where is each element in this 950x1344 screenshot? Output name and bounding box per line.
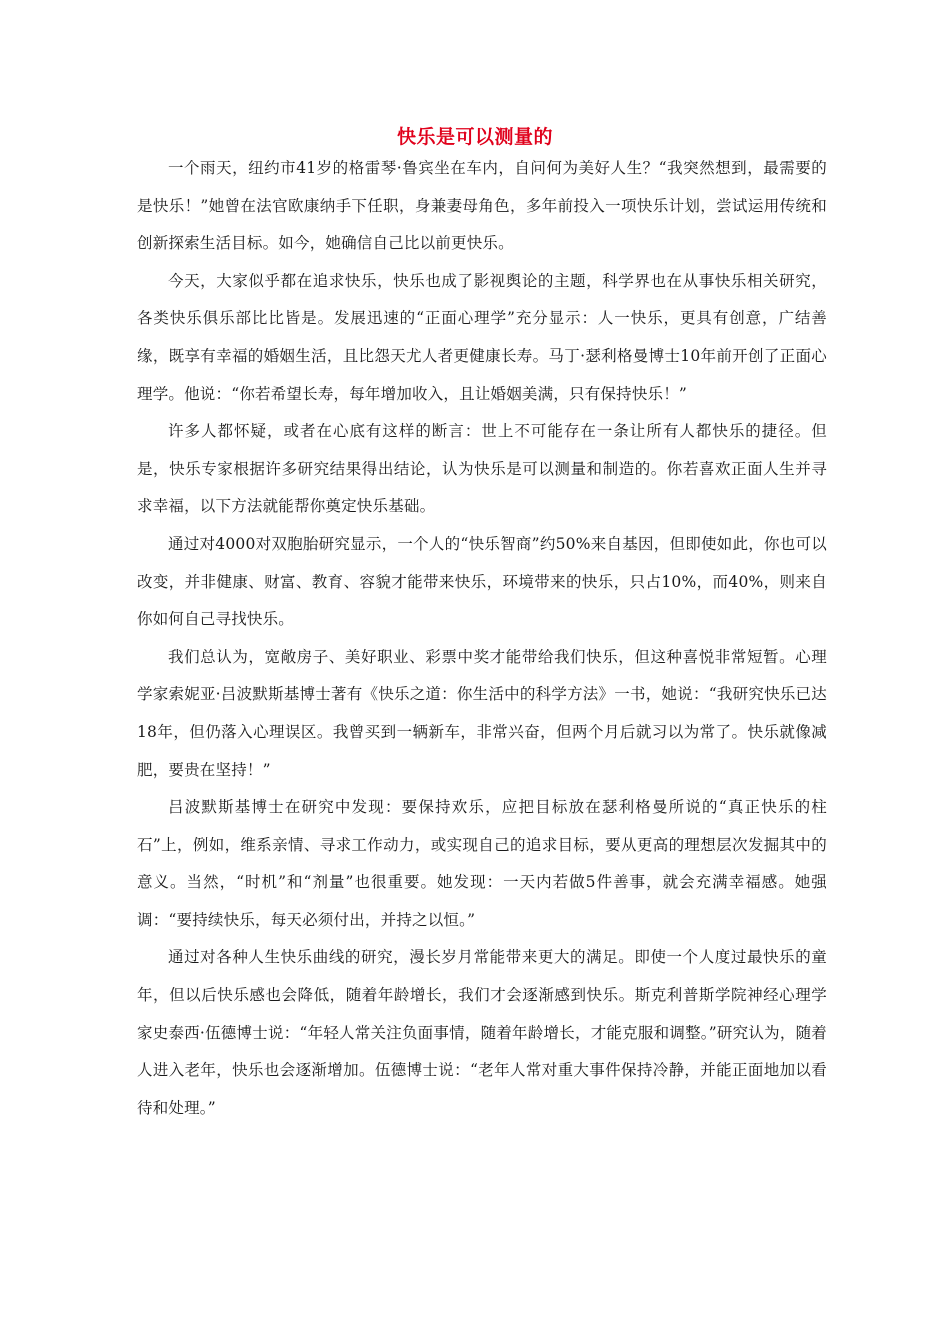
paragraph-5: 我们总认为，宽敞房子、美好职业、彩票中奖才能带给我们快乐，但这种喜悦非常短暂。心理学家索妮亚·吕波默斯基博士著有《快乐之道：你生活中的科学方法》一书，她说：“我研究快乐已达18年，但仍落入心理误区。我曾买到一辆新车，非常兴奋，但两个月后就习以为常了。快乐就像减肥，要贵在坚持！” [137, 647, 827, 779]
paragraph-1: 一个雨天，纽约市41岁的格雷琴·鲁宾坐在车内，自问何为美好人生？“我突然想到，最需要的是快乐！”她曾在法官欧康纳手下任职，身兼妻母角色，多年前投入一项快乐计划，尝试运用传统和创新探索生活目标。如今，她确信自己比以前更快乐。 [137, 159, 827, 253]
paragraph-3: 许多人都怀疑，或者在心底有这样的断言：世上不可能存在一条让所有人都快乐的捷径。但是，快乐专家根据许多研究结果得出结论，认为快乐是可以测量和制造的。你若喜欢正面人生并寻求幸福，以下方法就能帮你奠定快乐基础。 [137, 422, 827, 516]
paragraph-4: 通过对4000对双胞胎研究显示，一个人的“快乐智商”约50%来自基因，但即使如此，你也可以改变，并非健康、财富、教育、容貌才能带来快乐，环境带来的快乐，只占10%，而40%，则来自你如何自己寻找快乐。 [137, 534, 827, 629]
paragraph-6: 吕波默斯基博士在研究中发现：要保持欢乐，应把目标放在瑟利格曼所说的“真正快乐的柱石”上，例如，维系亲情、寻求工作动力，或实现自己的追求目标，要从更高的理想层次发掘其中的意义。当然，“时机”和“剂量”也很重要。她发现：一天内若做5件善事，就会充满幸福感。她强调：“要持续快乐，每天必须付出，并持之以恒。” [137, 798, 827, 929]
paragraph-7: 通过对各种人生快乐曲线的研究，漫长岁月常能带来更大的满足。即使一个人度过最快乐的童年，但以后快乐感也会降低，随着年龄增长，我们才会逐渐感到快乐。斯克利普斯学院神经心理学家史泰西·伍德博士说：“年轻人常关注负面事情，随着年龄增长，才能克服和调整。”研究认为，随着人进入老年，快乐也会逐渐增加。伍德博士说：“老年人常对重大事件保持冷静，并能正面地加以看待和处理。” [137, 948, 827, 1117]
page-title: 快乐是可以测量的 [396, 126, 553, 148]
article-body [137, 150, 827, 1127]
paragraph-2: 今天，大家似乎都在追求快乐，快乐也成了影视舆论的主题，科学界也在从事快乐相关研究，各类快乐俱乐部比比皆是。发展迅速的“正面心理学”充分显示：人一快乐，更具有创意，广结善缘，既享有幸福的婚姻生活，且比怨天尤人者更健康长寿。马丁·瑟利格曼博士10年前开创了正面心理学。他说：“你若希望长寿，每年增加收入，且让婚姻美满，只有保持快乐！” [137, 271, 827, 403]
